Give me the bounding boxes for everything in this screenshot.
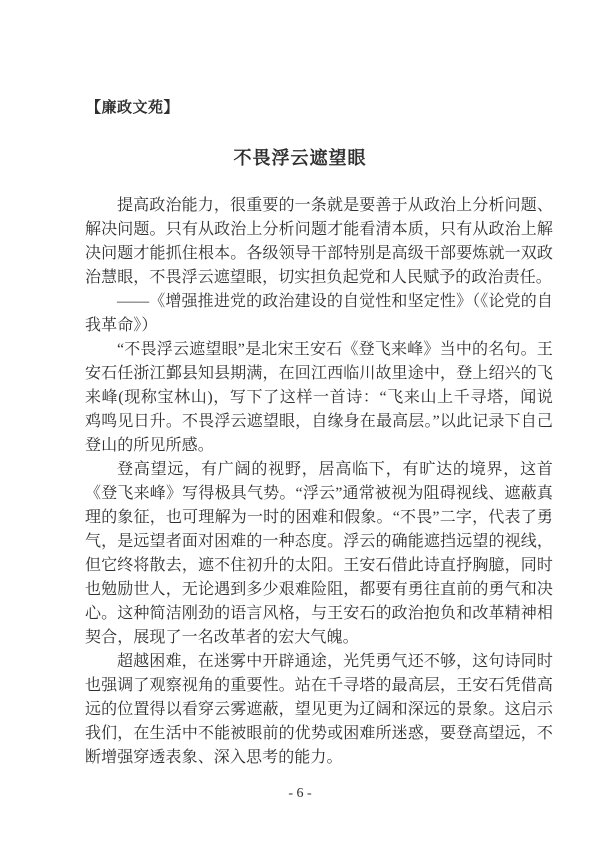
paragraph-quote: 提高政治能力，很重要的一条就是要善于从政治上分析问题、解决问题。只有从政治上分析问题才能看清本质，只有从政治上解决问题才能抓住根本。各级领导干部特别是高级干部要炼就一双政治慧眼，不畏浮云遮望眼，切实担负起党和人民赋予的政治责任。 bbox=[85, 197, 553, 286]
paragraph-body-3: 超越困难，在迷雾中开辟通途，光凭勇气还不够，这句诗同时也强调了观察视角的重要性。站在千寻塔的最高层，王安石凭借高远的位置得以看穿云雾遮蔽，望见更为辽阔和深远的景象。这启示我们，在生活中不能被眼前的优势或困难所迷惑，要登高望远，不断增强穿透表象、深入思考的能力。 bbox=[85, 653, 553, 766]
article-body bbox=[85, 194, 553, 770]
paragraph-attribution: ——《增强推进党的政治建设的自觉性和坚定性》（《论党的自我革命》） bbox=[85, 293, 553, 334]
paragraph-body-1: “不畏浮云遮望眼”是北宋王安石《登飞来峰》当中的名句。王安石任浙江鄞县知县期满，在回江西临川故里途中，登上绍兴的飞来峰(现称宝林山)，写下了这样一首诗：“飞来山上千寻塔，闻说鸡鸣见日升。不畏浮云遮望眼，自缘身在最高层。”以此记录下自己登山的所见所感。 bbox=[85, 341, 553, 454]
section-tag: 【廉政文苑】 bbox=[86, 100, 180, 116]
article-title: 不畏浮云遮望眼 bbox=[233, 148, 367, 168]
paragraph-body-2: 登高望远，有广阔的视野，居高临下，有旷达的境界，这首《登飞来峰》写得极具气势。“浮云”通常被视为阻碍视线、遮蔽真理的象征，也可理解为一时的困难和假象。“不畏”二字，代表了勇气，是远望者面对困难的一种态度。浮云的确能遮挡远望的视线，但它终将散去，遮不住初升的太阳。王安石借此诗直抒胸臆，同时也勉励世人，无论遇到多少艰难险阻，都要有勇往直前的勇气和决心。这种简洁刚劲的语言风格，与王安石的政治抱负和改革精神相契合，展现了一名改革者的宏大气魄。 bbox=[85, 461, 553, 646]
page-number: - 6 - bbox=[288, 786, 312, 801]
